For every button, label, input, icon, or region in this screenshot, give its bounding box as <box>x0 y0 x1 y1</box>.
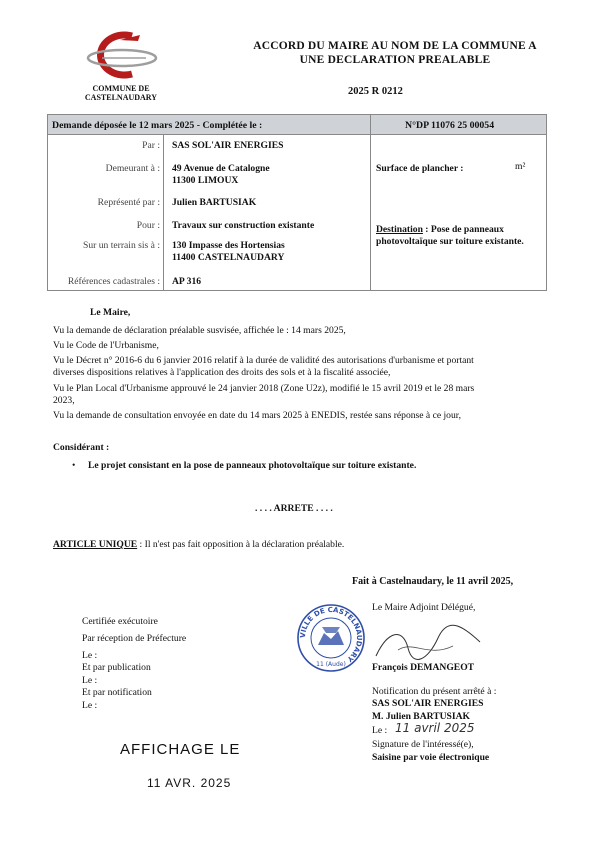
certifiee-executoire: Certifiée exécutoire <box>82 616 158 627</box>
pour-label: Pour : <box>136 220 160 231</box>
le-date-label: Le : <box>82 650 98 661</box>
pour-value: Travaux sur construction existante <box>172 220 315 231</box>
cadastre-value: AP 316 <box>172 276 202 287</box>
logo-line-1: COMMUNE DE <box>92 84 150 93</box>
signature-label: Signature de l'intéressé(e), <box>372 739 474 750</box>
considerant-heading: Considérant : <box>53 442 110 453</box>
demeurant-label: Demeurant à : <box>105 163 160 174</box>
par-value: SAS SOL'AIR ENERGIES <box>172 140 284 151</box>
vu-line: 2023, <box>53 395 75 406</box>
signataire-name: François DEMANGEOT <box>372 662 475 673</box>
saisine-electronique: Saisine par voie électronique <box>372 752 490 763</box>
notification-person: M. Julien BARTUSIAK <box>372 711 471 722</box>
destination-value: : Pose de panneaux photovoltaïque sur toiture existante. <box>376 224 524 247</box>
divider <box>370 114 371 291</box>
notification-line: Notification du présent arrêté à : <box>372 686 497 697</box>
article-label: ARTICLE UNIQUE <box>53 539 138 550</box>
reception-prefecture: Par réception de Préfecture <box>82 633 187 644</box>
doc-title-line-2: UNE DECLARATION PREALABLE <box>299 54 491 66</box>
terrain-line-2: 11400 CASTELNAUDARY <box>172 252 285 263</box>
destination-label: Destination <box>376 224 423 235</box>
surface-label: Surface de plancher : <box>376 163 464 174</box>
article-unique <box>53 539 344 550</box>
demeurant-line-2: 11300 LIMOUX <box>172 175 239 186</box>
signataire-title: Le Maire Adjoint Délégué, <box>372 602 476 613</box>
represente-value: Julien BARTUSIAK <box>172 197 257 208</box>
vu-line: Vu la demande de consultation envoyée en date du 14 mars 2025 à ENEDIS, restée sans réponse à ce jour, <box>53 410 461 421</box>
demande-date: Demande déposée le 12 mars 2025 - Complétée le : <box>52 120 263 131</box>
le-date-label: Le : <box>82 675 98 686</box>
cadastre-label: Références cadastrales : <box>67 276 160 287</box>
official-seal <box>296 603 366 673</box>
par-label: Par : <box>142 140 160 151</box>
doc-title-line-1: ACCORD DU MAIRE AU NOM DE LA COMMUNE A <box>253 40 537 52</box>
notification-company: SAS SOL'AIR ENERGIES <box>372 698 484 709</box>
surface-unit: m² <box>515 161 526 172</box>
vu-line: Vu le Décret n° 2016-6 du 6 janvier 2016 relatif à la durée de validité des autorisations d'urbanisme et portant <box>53 355 474 366</box>
le-maire: Le Maire, <box>90 307 131 318</box>
svg-text:11 (Aude): 11 (Aude) <box>316 661 346 668</box>
par-publication: Et par publication <box>82 662 151 673</box>
le-date-label: Le : <box>82 700 98 711</box>
affichage-date: 11 AVR. 2025 <box>147 776 232 790</box>
demeurant-line-1: 49 Avenue de Catalogne <box>172 163 270 174</box>
mayor-signature <box>368 620 488 665</box>
logo-line-2: CASTELNAUDARY <box>84 93 158 102</box>
commune-logo <box>80 30 160 82</box>
considerant-bullet: Le projet consistant en la pose de panneaux photovoltaïque sur toiture existante. <box>88 460 417 471</box>
notification-date-label: Le : <box>372 725 388 736</box>
par-notification: Et par notification <box>82 687 152 698</box>
vu-line: Vu le Code de l'Urbanisme, <box>53 340 159 351</box>
reference-number: 2025 R 0212 <box>348 86 403 97</box>
vu-line: diverses dispositions relatives à l'application des droits des sols et à la fiscalité associée, <box>53 367 391 378</box>
terrain-label: Sur un terrain sis à : <box>82 240 160 251</box>
vu-line: Vu la demande de déclaration préalable susvisée, affichée le : 14 mars 2025, <box>53 325 346 336</box>
article-text: : Il n'est pas fait opposition à la déclaration préalable. <box>137 539 345 550</box>
notification-date-handwritten: 11 avril 2025 <box>395 721 475 735</box>
dossier-number: N°DP 11076 25 00054 <box>405 120 495 131</box>
bullet-icon: • <box>72 460 76 471</box>
destination-block <box>376 224 536 248</box>
vu-line: Vu le Plan Local d'Urbanisme approuvé le 24 janvier 2018 (Zone U2z), modifié le 15 avril 2019 et le 28 mars <box>53 383 475 394</box>
arrete-heading: . . . . ARRETE . . . . <box>255 503 333 514</box>
terrain-line-1: 130 Impasse des Hortensias <box>172 240 285 251</box>
affichage-label: AFFICHAGE LE <box>120 741 241 758</box>
divider <box>163 135 164 291</box>
fait-a: Fait à Castelnaudary, le 11 avril 2025, <box>352 576 514 587</box>
represente-label: Représenté par : <box>97 197 160 208</box>
svg-text:VILLE DE CASTELNAUDARY: VILLE DE CASTELNAUDARY <box>298 605 364 664</box>
